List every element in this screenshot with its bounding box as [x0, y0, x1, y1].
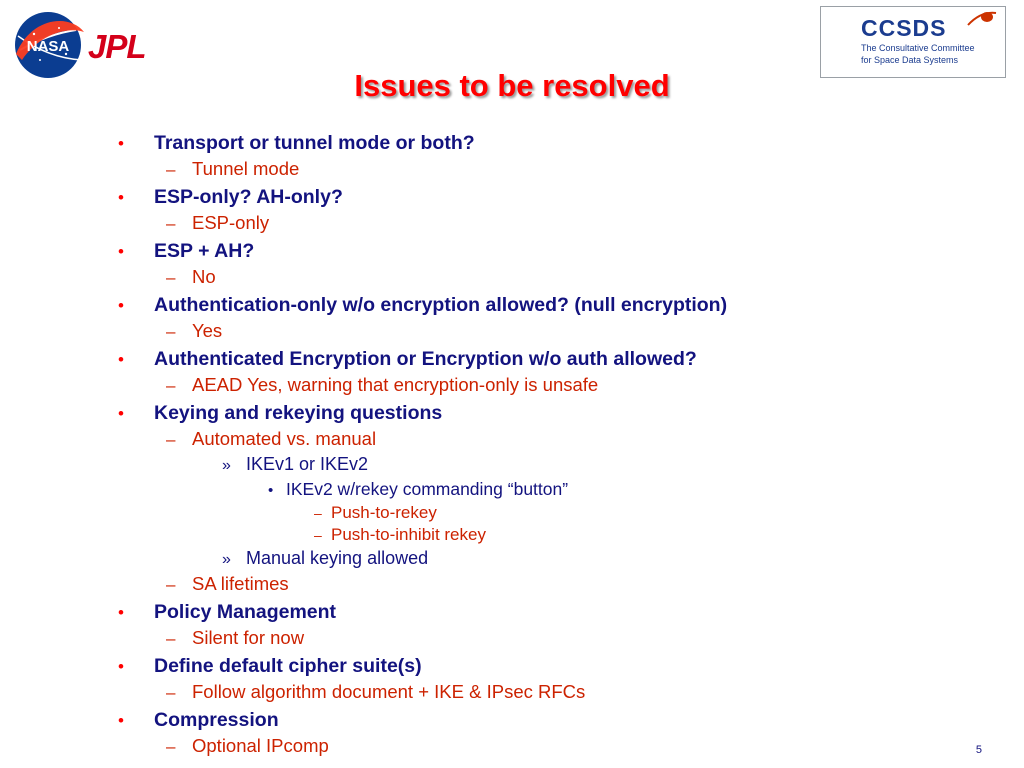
bullet-marker: • — [118, 657, 124, 676]
bullet-marker: – — [314, 505, 322, 521]
list-item-label: Automated vs. manual — [192, 428, 377, 449]
list-item — [118, 453, 998, 477]
list-item-label: IKEv2 w/rekey commanding “button” — [286, 479, 569, 499]
list-item-label: ESP + AH? — [154, 240, 255, 262]
list-item-label: Authentication-only w/o encryption allowed? (null encryption) — [154, 294, 728, 316]
list-item — [118, 547, 998, 571]
bullet-marker: • — [118, 242, 124, 261]
list-item-label: Follow algorithm document + IKE & IPsec RFCs — [192, 681, 586, 702]
ccsds-title: CCSDS — [861, 15, 947, 41]
list-item-label: Authenticated Encryption or Encryption w/o auth allowed? — [154, 348, 697, 370]
list-item — [118, 239, 998, 264]
list-item — [118, 401, 998, 426]
bullet-marker: • — [118, 296, 124, 315]
bullet-marker: • — [118, 404, 124, 423]
bullet-marker: » — [222, 457, 231, 474]
list-item — [118, 265, 998, 290]
bullet-marker: – — [166, 322, 176, 341]
bullet-marker: – — [166, 376, 176, 395]
list-item — [118, 131, 998, 156]
list-item — [118, 600, 998, 625]
bullet-marker: – — [166, 160, 176, 179]
bullet-marker: • — [118, 350, 124, 369]
bullet-list — [118, 128, 998, 759]
list-item-label: ESP-only? AH-only? — [154, 186, 343, 208]
list-item — [118, 293, 998, 318]
list-item-label: ESP-only — [192, 212, 270, 233]
bullet-marker: • — [118, 134, 124, 153]
list-item-label: Policy Management — [154, 601, 337, 623]
ccsds-swoosh-icon — [967, 11, 997, 27]
bullet-marker: » — [222, 551, 231, 568]
list-item — [118, 654, 998, 679]
bullet-marker: – — [166, 268, 176, 287]
bullet-marker: – — [166, 683, 176, 702]
bullet-marker: • — [118, 711, 124, 730]
list-item-label: Push-to-rekey — [331, 503, 437, 522]
page-number: 5 — [975, 744, 982, 756]
list-item-label: No — [192, 266, 216, 287]
list-item-label: Define default cipher suite(s) — [154, 655, 422, 677]
list-item — [118, 502, 998, 524]
bullet-marker: – — [166, 629, 176, 648]
list-item — [118, 347, 998, 372]
list-item-label: Transport or tunnel mode or both? — [154, 132, 475, 154]
list-item — [118, 185, 998, 210]
list-item — [118, 680, 998, 705]
list-item-label: Silent for now — [192, 627, 305, 648]
list-item-label: Keying and rekeying questions — [154, 402, 443, 424]
bullet-marker: • — [118, 188, 124, 207]
svg-text:NASA: NASA — [26, 38, 70, 55]
list-item — [118, 319, 998, 344]
list-item — [118, 524, 998, 546]
bullet-marker: – — [166, 214, 176, 233]
ccsds-subtitle-1: The Consultative Committee — [861, 43, 975, 53]
list-item-label: SA lifetimes — [192, 573, 289, 594]
list-item — [118, 157, 998, 182]
ccsds-subtitle-2: for Space Data Systems — [861, 55, 959, 65]
list-item-label: Manual keying allowed — [246, 548, 429, 568]
list-item — [118, 572, 998, 597]
bullet-marker: • — [118, 603, 124, 622]
list-item — [118, 427, 998, 452]
list-item-label: AEAD Yes, warning that encryption-only is unsafe — [192, 374, 599, 395]
list-item — [118, 626, 998, 651]
list-item — [118, 478, 998, 502]
list-item-label: IKEv1 or IKEv2 — [246, 454, 369, 474]
list-item — [118, 708, 998, 733]
list-item-label: Tunnel mode — [192, 158, 300, 179]
bullet-marker: – — [166, 575, 176, 594]
page-title: Issues to be resolved — [354, 68, 670, 103]
list-item-label: Optional IPcomp — [192, 735, 329, 756]
bullet-marker: • — [268, 482, 274, 499]
list-item-label: Yes — [192, 320, 223, 341]
bullet-marker: – — [314, 527, 322, 543]
list-item — [118, 211, 998, 236]
list-item — [118, 373, 998, 398]
list-item-label: Push-to-inhibit rekey — [331, 525, 486, 544]
bullet-marker: – — [166, 737, 176, 756]
list-item — [118, 734, 998, 759]
list-item-label: Compression — [154, 709, 279, 731]
bullet-marker: – — [166, 430, 176, 449]
jpl-logo: JPL — [88, 28, 146, 65]
